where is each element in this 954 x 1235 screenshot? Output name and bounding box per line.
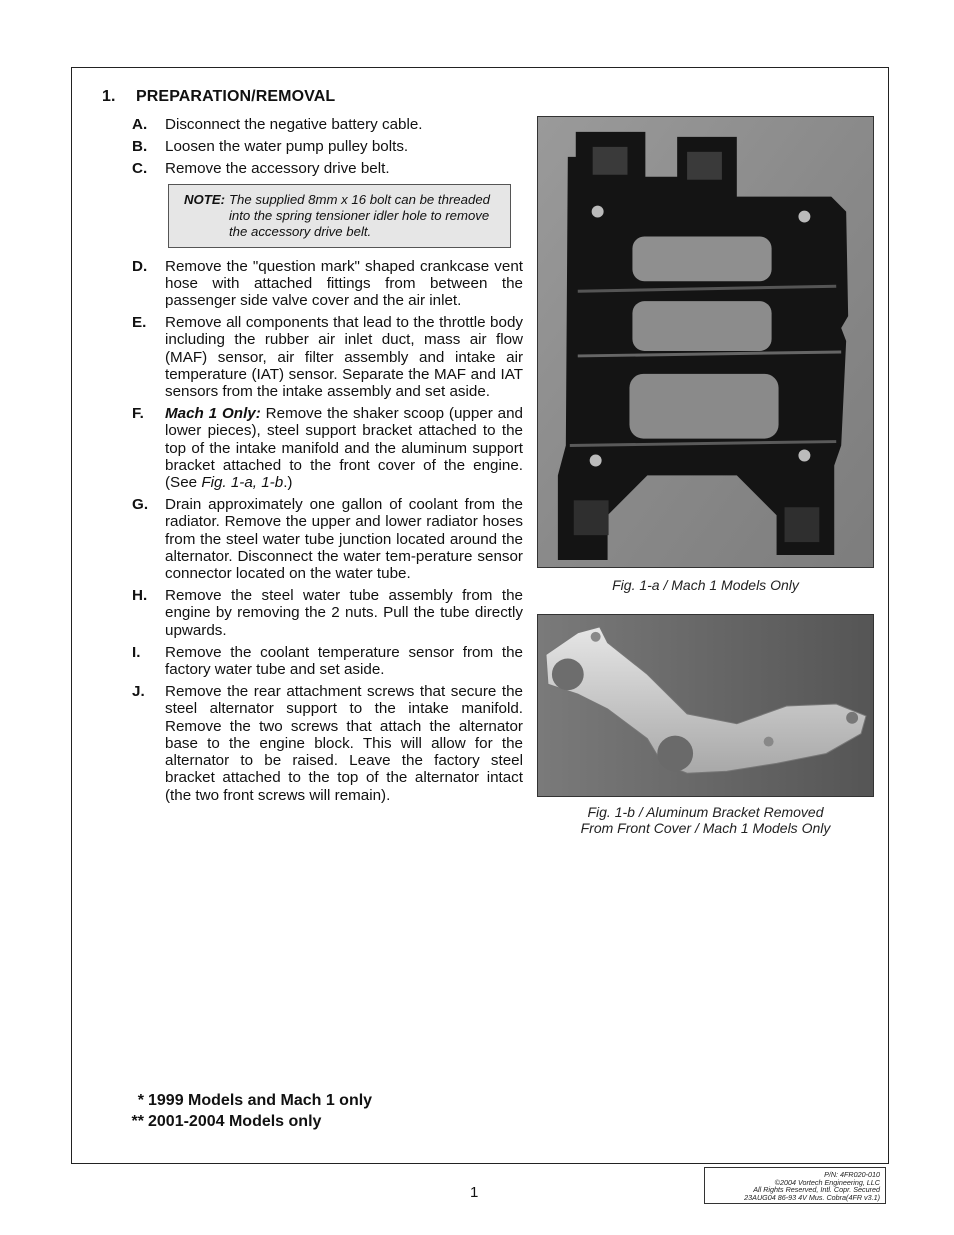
step-letter: B. (132, 138, 148, 156)
step-letter: A. (132, 116, 148, 133)
figure-1a-photo (537, 116, 874, 568)
section-number: 1. (102, 88, 116, 105)
step-letter: G. (132, 496, 149, 514)
footnotes (110, 1090, 372, 1132)
step-text: Disconnect the negative battery cable. (165, 116, 423, 133)
figure-1b-photo (537, 614, 874, 797)
step-letter: E. (132, 314, 147, 332)
step-b (132, 138, 523, 155)
step-letter: I. (132, 643, 141, 661)
section-heading (102, 88, 335, 106)
stamp-line: 23AUG04 86-93 4V Mus. Cobra(4FR v3.1) (744, 1192, 880, 1202)
step-j (132, 683, 523, 803)
figure-1a-caption: Fig. 1-a / Mach 1 Models Only (612, 577, 799, 593)
copyright-stamp (704, 1167, 886, 1204)
section-title: PREPARATION/REMOVAL (136, 88, 336, 105)
steel-bracket-image (538, 117, 873, 567)
footnote (110, 1111, 372, 1132)
step-text: Remove the accessory drive belt. (165, 160, 390, 178)
step-letter: D. (132, 257, 148, 275)
step-letter: H. (132, 587, 148, 605)
step-a (132, 116, 523, 133)
step-text: Remove the steel water tube assembly from the engine by removing the 2 nuts. Pull the tube directly upwards. (165, 587, 523, 639)
figure-1b-caption-line2: From Front Cover / Mach 1 Models Only (580, 820, 831, 836)
footnote-marker: ** (131, 1113, 144, 1130)
step-h (132, 587, 523, 639)
stamp-line: P/N: 4FR020-010 (824, 1170, 880, 1179)
step-letter: F. (132, 405, 144, 423)
note-label: NOTE: (184, 191, 226, 207)
note-text: The supplied 8mm x 16 bolt can be threaded into the spring tensioner idler hole to remove the accessory drive belt. (229, 191, 490, 239)
step-text: Remove the coolant temperature sensor from the factory water tube and set aside. (165, 643, 523, 679)
figure-1b-caption-line1: Fig. 1-b / Aluminum Bracket Removed (587, 804, 824, 820)
step-g (132, 496, 523, 582)
step-text: Remove the shaker scoop (upper and lower pieces), steel support bracket attached to the top of the intake manifold and the aluminum support bracket attached to the front cover of the engine. (See (165, 405, 523, 492)
footnote-text: 1999 Models and Mach 1 only (148, 1092, 373, 1109)
steps-list (132, 116, 523, 809)
figure-1b-caption (537, 804, 874, 836)
step-i (132, 644, 523, 678)
aluminum-bracket-image (538, 615, 873, 796)
step-e (132, 314, 523, 400)
step-f (132, 405, 523, 491)
step-text-end: .) (283, 474, 293, 492)
page-number: 1 (470, 1184, 479, 1201)
step-text: Remove the "question mark" shaped crankcase vent hose with attached fittings from between the passenger side valve cover and the air inlet. (165, 257, 523, 310)
note-box (168, 184, 511, 248)
step-c (132, 160, 523, 177)
footnote-text: 2001-2004 Models only (148, 1113, 322, 1130)
step-d (132, 258, 523, 310)
step-text: Loosen the water pump pulley bolts. (165, 138, 409, 156)
footnote (110, 1090, 372, 1111)
figure-reference: Fig. 1-a, 1-b (201, 474, 284, 492)
step-text: Remove all components that lead to the throttle body including the rubber air inlet duct, mass air flow (MAF) sensor, air filter assembly and intake air temperature (IAT) sensor. Separate the MAF and IAT sensors from the intake assembly and set aside. (165, 314, 523, 401)
step-letter: C. (132, 160, 148, 178)
step-letter: J. (132, 683, 145, 701)
step-emphasis: Mach 1 Only: (165, 405, 261, 423)
step-text: Drain approximately one gallon of coolant from the radiator. Remove the upper and lower radiator hoses from the steel water tube junction located around the alternator. Disconnect the water tem-perature sensor connector located on the water tube. (165, 496, 523, 583)
footnote-marker: * (137, 1092, 144, 1109)
stamp-line: ©2004 Vortech Engineering, LLC (774, 1177, 880, 1187)
step-text: Remove the rear attachment screws that secure the steel alternator support to the intake manifold. Remove the two screws that attach the alternator base to the engine block. This will allow for the alternator to be raised. Leave the factory steel bracket attached to the top of the alternator intact (the two front screws will remain). (165, 683, 523, 804)
stamp-line: All Rights Reserved, Intl. Copr. Secured (753, 1185, 880, 1195)
